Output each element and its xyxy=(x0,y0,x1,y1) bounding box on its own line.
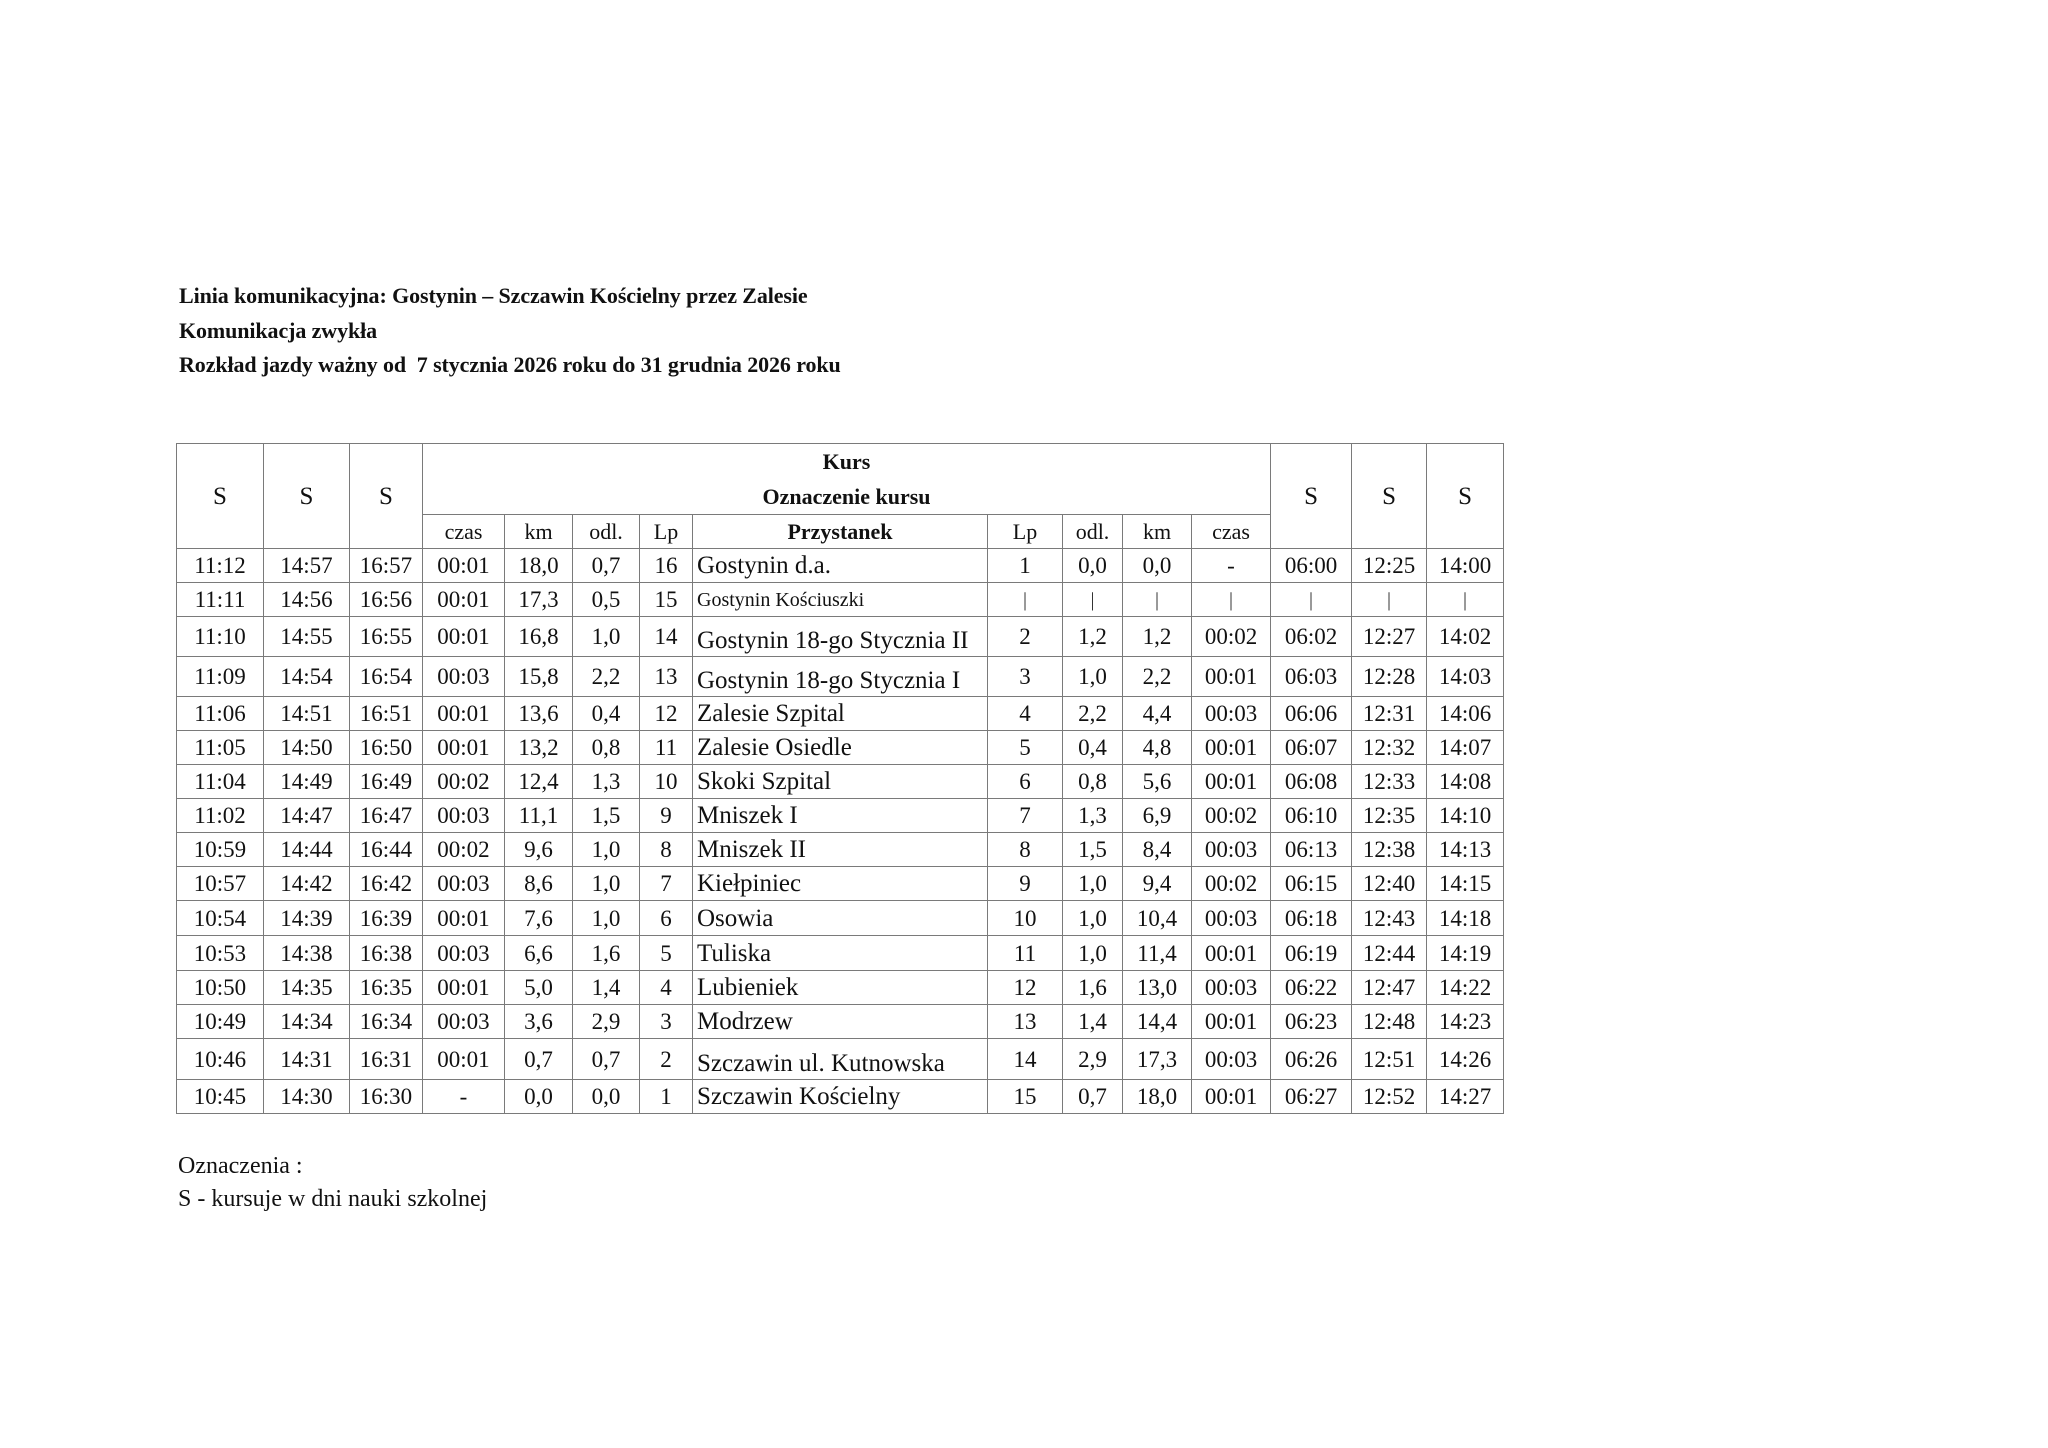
departure-right-3: 14:10 xyxy=(1427,799,1504,833)
czas-left: 00:03 xyxy=(423,1005,505,1039)
departure-right-3: 14:03 xyxy=(1427,657,1504,697)
departure-left-3: 16:44 xyxy=(350,833,423,867)
odl-right: 1,0 xyxy=(1063,657,1123,697)
departure-right-1: 06:02 xyxy=(1271,617,1352,657)
departure-left-1: 10:50 xyxy=(177,971,264,1005)
course-mark-left-1: S xyxy=(177,444,264,549)
line-title: Linia komunikacyjna: Gostynin – Szczawin Kościelny przez Zalesie xyxy=(179,283,808,308)
departure-right-3: 14:15 xyxy=(1427,867,1504,901)
departure-right-3: 14:08 xyxy=(1427,765,1504,799)
departure-left-1: 10:57 xyxy=(177,867,264,901)
communication-type: Komunikacja zwykła xyxy=(179,317,378,343)
departure-right-1: 06:15 xyxy=(1271,867,1352,901)
czas-left: 00:02 xyxy=(423,833,505,867)
lp-right: 15 xyxy=(988,1080,1063,1114)
departure-right-2: 12:48 xyxy=(1352,1005,1427,1039)
departure-left-2: 14:55 xyxy=(264,617,350,657)
departure-right-1: 06:08 xyxy=(1271,765,1352,799)
km-left: 13,6 xyxy=(505,697,573,731)
col-header-przystanek: Przystanek xyxy=(693,515,988,549)
czas-left: 00:03 xyxy=(423,799,505,833)
lp-left: 14 xyxy=(640,617,693,657)
czas-right: 00:03 xyxy=(1192,1039,1271,1080)
col-header-lp-left: Lp xyxy=(640,515,693,549)
odl-left: 2,2 xyxy=(573,657,640,697)
odl-right: 1,3 xyxy=(1063,799,1123,833)
departure-left-3: 16:56 xyxy=(350,583,423,617)
table-row xyxy=(177,799,1504,833)
odl-right: 1,0 xyxy=(1063,901,1123,936)
departure-left-1: 11:02 xyxy=(177,799,264,833)
departure-left-2: 14:30 xyxy=(264,1080,350,1114)
odl-left: 0,0 xyxy=(573,1080,640,1114)
odl-right: 1,4 xyxy=(1063,1005,1123,1039)
km-left: 6,6 xyxy=(505,936,573,971)
departure-right-2: 12:32 xyxy=(1352,731,1427,765)
table-row xyxy=(177,901,1504,936)
km-left: 16,8 xyxy=(505,617,573,657)
lp-left: 10 xyxy=(640,765,693,799)
departure-left-3: 16:31 xyxy=(350,1039,423,1080)
czas-left: 00:01 xyxy=(423,697,505,731)
czas-right: 00:02 xyxy=(1192,617,1271,657)
lp-left: 5 xyxy=(640,936,693,971)
odl-left: 1,0 xyxy=(573,617,640,657)
course-mark-right-2: S xyxy=(1352,444,1427,549)
km-left: 7,6 xyxy=(505,901,573,936)
czas-right: 00:02 xyxy=(1192,799,1271,833)
departure-right-3: 14:00 xyxy=(1427,549,1504,583)
odl-right: 0,7 xyxy=(1063,1080,1123,1114)
departure-left-2: 14:42 xyxy=(264,867,350,901)
departure-right-1: | xyxy=(1271,583,1352,617)
km-left: 8,6 xyxy=(505,867,573,901)
km-right: 11,4 xyxy=(1123,936,1192,971)
departure-left-1: 10:59 xyxy=(177,833,264,867)
odl-right: 0,4 xyxy=(1063,731,1123,765)
departure-left-3: 16:50 xyxy=(350,731,423,765)
odl-right: 1,2 xyxy=(1063,617,1123,657)
czas-right: 00:01 xyxy=(1192,765,1271,799)
odl-left: 1,0 xyxy=(573,833,640,867)
col-header-km-right: km xyxy=(1123,515,1192,549)
czas-right: 00:03 xyxy=(1192,971,1271,1005)
departure-left-1: 10:54 xyxy=(177,901,264,936)
document-header xyxy=(179,279,841,383)
czas-left: 00:03 xyxy=(423,867,505,901)
departure-right-1: 06:07 xyxy=(1271,731,1352,765)
departure-right-2: 12:51 xyxy=(1352,1039,1427,1080)
table-row xyxy=(177,617,1504,657)
czas-right: 00:03 xyxy=(1192,697,1271,731)
departure-left-3: 16:39 xyxy=(350,901,423,936)
departure-right-2: | xyxy=(1352,583,1427,617)
departure-right-2: 12:33 xyxy=(1352,765,1427,799)
departure-right-1: 06:18 xyxy=(1271,901,1352,936)
departure-left-2: 14:34 xyxy=(264,1005,350,1039)
km-left: 3,6 xyxy=(505,1005,573,1039)
odl-right: 1,5 xyxy=(1063,833,1123,867)
stop-name: Mniszek II xyxy=(693,833,988,867)
odl-right: 2,9 xyxy=(1063,1039,1123,1080)
km-left: 9,6 xyxy=(505,833,573,867)
lp-right: 2 xyxy=(988,617,1063,657)
km-right: 5,6 xyxy=(1123,765,1192,799)
odl-left: 0,7 xyxy=(573,1039,640,1080)
lp-left: 1 xyxy=(640,1080,693,1114)
stop-name: Lubieniek xyxy=(693,971,988,1005)
odl-left: 0,8 xyxy=(573,731,640,765)
km-right: 0,0 xyxy=(1123,549,1192,583)
odl-right: 1,6 xyxy=(1063,971,1123,1005)
km-left: 18,0 xyxy=(505,549,573,583)
czas-left: 00:01 xyxy=(423,971,505,1005)
departure-right-1: 06:06 xyxy=(1271,697,1352,731)
departure-left-1: 10:46 xyxy=(177,1039,264,1080)
course-mark-right-1: S xyxy=(1271,444,1352,549)
lp-left: 11 xyxy=(640,731,693,765)
departure-left-3: 16:42 xyxy=(350,867,423,901)
lp-right: 12 xyxy=(988,971,1063,1005)
timetable xyxy=(176,443,1504,1114)
departure-right-2: 12:44 xyxy=(1352,936,1427,971)
odl-left: 0,4 xyxy=(573,697,640,731)
czas-right: 00:03 xyxy=(1192,833,1271,867)
stop-name: Gostynin Kościuszki xyxy=(693,583,988,617)
departure-right-1: 06:26 xyxy=(1271,1039,1352,1080)
stop-name: Zalesie Osiedle xyxy=(693,731,988,765)
lp-left: 15 xyxy=(640,583,693,617)
legend-title: Oznaczenia : xyxy=(178,1153,303,1179)
czas-left: 00:02 xyxy=(423,765,505,799)
czas-left: 00:01 xyxy=(423,731,505,765)
lp-left: 6 xyxy=(640,901,693,936)
departure-left-1: 11:04 xyxy=(177,765,264,799)
km-left: 0,0 xyxy=(505,1080,573,1114)
departure-right-3: 14:19 xyxy=(1427,936,1504,971)
departure-right-2: 12:47 xyxy=(1352,971,1427,1005)
km-right: 13,0 xyxy=(1123,971,1192,1005)
odl-right: | xyxy=(1063,583,1123,617)
czas-right: 00:01 xyxy=(1192,731,1271,765)
km-right: 14,4 xyxy=(1123,1005,1192,1039)
departure-right-3: 14:13 xyxy=(1427,833,1504,867)
course-mark-left-2: S xyxy=(264,444,350,549)
table-row xyxy=(177,1039,1504,1080)
lp-right: 14 xyxy=(988,1039,1063,1080)
km-right: 1,2 xyxy=(1123,617,1192,657)
kurs-label: Kurs xyxy=(822,449,871,474)
odl-left: 0,5 xyxy=(573,583,640,617)
lp-left: 12 xyxy=(640,697,693,731)
lp-left: 3 xyxy=(640,1005,693,1039)
table-row xyxy=(177,731,1504,765)
departure-right-1: 06:27 xyxy=(1271,1080,1352,1114)
lp-right: 10 xyxy=(988,901,1063,936)
km-right: 8,4 xyxy=(1123,833,1192,867)
stop-name: Zalesie Szpital xyxy=(693,697,988,731)
km-right: 9,4 xyxy=(1123,867,1192,901)
departure-right-3: | xyxy=(1427,583,1504,617)
timetable-body xyxy=(177,549,1504,1114)
czas-left: 00:03 xyxy=(423,657,505,697)
departure-right-2: 12:52 xyxy=(1352,1080,1427,1114)
odl-right: 1,0 xyxy=(1063,936,1123,971)
departure-right-3: 14:06 xyxy=(1427,697,1504,731)
odl-left: 0,7 xyxy=(573,549,640,583)
odl-right: 1,0 xyxy=(1063,867,1123,901)
czas-left: 00:01 xyxy=(423,901,505,936)
departure-right-3: 14:27 xyxy=(1427,1080,1504,1114)
departure-left-2: 14:50 xyxy=(264,731,350,765)
km-left: 12,4 xyxy=(505,765,573,799)
table-row xyxy=(177,867,1504,901)
departure-left-3: 16:35 xyxy=(350,971,423,1005)
km-left: 15,8 xyxy=(505,657,573,697)
table-row xyxy=(177,971,1504,1005)
km-left: 13,2 xyxy=(505,731,573,765)
lp-right: 4 xyxy=(988,697,1063,731)
departure-left-3: 16:57 xyxy=(350,549,423,583)
col-header-czas-right: czas xyxy=(1192,515,1271,549)
lp-left: 13 xyxy=(640,657,693,697)
table-row xyxy=(177,583,1504,617)
km-right: | xyxy=(1123,583,1192,617)
col-header-km-left: km xyxy=(505,515,573,549)
departure-right-1: 06:03 xyxy=(1271,657,1352,697)
km-right: 17,3 xyxy=(1123,1039,1192,1080)
table-row xyxy=(177,833,1504,867)
departure-left-2: 14:35 xyxy=(264,971,350,1005)
departure-left-3: 16:49 xyxy=(350,765,423,799)
lp-right: 3 xyxy=(988,657,1063,697)
km-right: 4,4 xyxy=(1123,697,1192,731)
departure-right-3: 14:02 xyxy=(1427,617,1504,657)
czas-right: 00:01 xyxy=(1192,1005,1271,1039)
departure-left-2: 14:47 xyxy=(264,799,350,833)
departure-right-1: 06:13 xyxy=(1271,833,1352,867)
oznaczenie-label: Oznaczenie kursu xyxy=(762,484,931,509)
km-right: 6,9 xyxy=(1123,799,1192,833)
departure-left-3: 16:54 xyxy=(350,657,423,697)
table-row xyxy=(177,657,1504,697)
departure-left-3: 16:47 xyxy=(350,799,423,833)
departure-left-1: 10:49 xyxy=(177,1005,264,1039)
stop-name: Tuliska xyxy=(693,936,988,971)
departure-right-3: 14:26 xyxy=(1427,1039,1504,1080)
departure-left-2: 14:39 xyxy=(264,901,350,936)
czas-left: 00:01 xyxy=(423,583,505,617)
departure-left-2: 14:51 xyxy=(264,697,350,731)
lp-right: 5 xyxy=(988,731,1063,765)
departure-right-2: 12:27 xyxy=(1352,617,1427,657)
lp-left: 9 xyxy=(640,799,693,833)
km-right: 18,0 xyxy=(1123,1080,1192,1114)
departure-left-2: 14:57 xyxy=(264,549,350,583)
departure-left-1: 10:53 xyxy=(177,936,264,971)
km-right: 4,8 xyxy=(1123,731,1192,765)
czas-right: 00:02 xyxy=(1192,867,1271,901)
table-row xyxy=(177,765,1504,799)
departure-right-2: 12:28 xyxy=(1352,657,1427,697)
departure-right-3: 14:23 xyxy=(1427,1005,1504,1039)
departure-left-1: 10:45 xyxy=(177,1080,264,1114)
stop-name: Szczawin Kościelny xyxy=(693,1080,988,1114)
departure-left-2: 14:44 xyxy=(264,833,350,867)
odl-left: 1,0 xyxy=(573,901,640,936)
table-row xyxy=(177,1005,1504,1039)
departure-right-3: 14:18 xyxy=(1427,901,1504,936)
legend xyxy=(178,1150,487,1216)
czas-left: 00:01 xyxy=(423,617,505,657)
departure-right-1: 06:22 xyxy=(1271,971,1352,1005)
departure-left-3: 16:51 xyxy=(350,697,423,731)
departure-left-1: 11:05 xyxy=(177,731,264,765)
km-right: 2,2 xyxy=(1123,657,1192,697)
odl-left: 1,0 xyxy=(573,867,640,901)
table-row xyxy=(177,1080,1504,1114)
table-row xyxy=(177,549,1504,583)
odl-left: 1,6 xyxy=(573,936,640,971)
departure-left-1: 11:11 xyxy=(177,583,264,617)
course-mark-right-3: S xyxy=(1427,444,1504,549)
lp-left: 7 xyxy=(640,867,693,901)
km-left: 11,1 xyxy=(505,799,573,833)
lp-right: 9 xyxy=(988,867,1063,901)
km-left: 17,3 xyxy=(505,583,573,617)
czas-right: - xyxy=(1192,549,1271,583)
odl-right: 0,0 xyxy=(1063,549,1123,583)
departure-left-2: 14:54 xyxy=(264,657,350,697)
lp-right: 13 xyxy=(988,1005,1063,1039)
odl-right: 2,2 xyxy=(1063,697,1123,731)
col-header-czas-left: czas xyxy=(423,515,505,549)
departure-right-2: 12:35 xyxy=(1352,799,1427,833)
course-mark-left-3: S xyxy=(350,444,423,549)
lp-right: 11 xyxy=(988,936,1063,971)
czas-left: 00:01 xyxy=(423,549,505,583)
departure-left-2: 14:49 xyxy=(264,765,350,799)
stop-name: Kiełpiniec xyxy=(693,867,988,901)
lp-left: 8 xyxy=(640,833,693,867)
odl-left: 1,3 xyxy=(573,765,640,799)
departure-right-2: 12:43 xyxy=(1352,901,1427,936)
departure-left-3: 16:55 xyxy=(350,617,423,657)
departure-left-3: 16:38 xyxy=(350,936,423,971)
odl-left: 1,4 xyxy=(573,971,640,1005)
departure-left-1: 11:10 xyxy=(177,617,264,657)
header-row-top xyxy=(177,444,1504,515)
col-header-odl-right: odl. xyxy=(1063,515,1123,549)
stop-name: Gostynin 18-go Stycznia II xyxy=(693,617,988,657)
stop-name: Gostynin 18-go Stycznia I xyxy=(693,657,988,697)
table-row xyxy=(177,697,1504,731)
departure-left-2: 14:31 xyxy=(264,1039,350,1080)
czas-right: 00:03 xyxy=(1192,901,1271,936)
departure-right-2: 12:25 xyxy=(1352,549,1427,583)
lp-right: 7 xyxy=(988,799,1063,833)
lp-left: 4 xyxy=(640,971,693,1005)
col-header-odl-left: odl. xyxy=(573,515,640,549)
czas-right: 00:01 xyxy=(1192,1080,1271,1114)
stop-name: Osowia xyxy=(693,901,988,936)
departure-right-1: 06:00 xyxy=(1271,549,1352,583)
czas-left: 00:01 xyxy=(423,1039,505,1080)
departure-left-1: 11:06 xyxy=(177,697,264,731)
departure-left-1: 11:09 xyxy=(177,657,264,697)
czas-right: | xyxy=(1192,583,1271,617)
czas-right: 00:01 xyxy=(1192,936,1271,971)
departure-right-2: 12:40 xyxy=(1352,867,1427,901)
departure-right-2: 12:31 xyxy=(1352,697,1427,731)
czas-right: 00:01 xyxy=(1192,657,1271,697)
departure-left-2: 14:56 xyxy=(264,583,350,617)
departure-right-1: 06:23 xyxy=(1271,1005,1352,1039)
stop-name: Skoki Szpital xyxy=(693,765,988,799)
departure-left-1: 11:12 xyxy=(177,549,264,583)
odl-left: 1,5 xyxy=(573,799,640,833)
departure-left-3: 16:30 xyxy=(350,1080,423,1114)
departure-right-3: 14:07 xyxy=(1427,731,1504,765)
lp-left: 16 xyxy=(640,549,693,583)
col-header-lp-right: Lp xyxy=(988,515,1063,549)
odl-left: 2,9 xyxy=(573,1005,640,1039)
odl-right: 0,8 xyxy=(1063,765,1123,799)
km-right: 10,4 xyxy=(1123,901,1192,936)
czas-left: 00:03 xyxy=(423,936,505,971)
czas-left: - xyxy=(423,1080,505,1114)
validity-period: Rozkład jazdy ważny od 7 stycznia 2026 roku do 31 grudnia 2026 roku xyxy=(179,352,841,377)
legend-item-s: S - kursuje w dni nauki szkolnej xyxy=(178,1186,488,1212)
lp-left: 2 xyxy=(640,1039,693,1080)
km-left: 5,0 xyxy=(505,971,573,1005)
departure-right-1: 06:10 xyxy=(1271,799,1352,833)
lp-right: 6 xyxy=(988,765,1063,799)
departure-left-3: 16:34 xyxy=(350,1005,423,1039)
lp-right: 8 xyxy=(988,833,1063,867)
departure-right-1: 06:19 xyxy=(1271,936,1352,971)
stop-name: Gostynin d.a. xyxy=(693,549,988,583)
kurs-header xyxy=(423,444,1271,515)
stop-name: Modrzew xyxy=(693,1005,988,1039)
stop-name: Mniszek I xyxy=(693,799,988,833)
table-row xyxy=(177,936,1504,971)
departure-right-2: 12:38 xyxy=(1352,833,1427,867)
lp-right: 1 xyxy=(988,549,1063,583)
stop-name: Szczawin ul. Kutnowska xyxy=(693,1039,988,1080)
departure-right-3: 14:22 xyxy=(1427,971,1504,1005)
km-left: 0,7 xyxy=(505,1039,573,1080)
departure-left-2: 14:38 xyxy=(264,936,350,971)
lp-right: | xyxy=(988,583,1063,617)
